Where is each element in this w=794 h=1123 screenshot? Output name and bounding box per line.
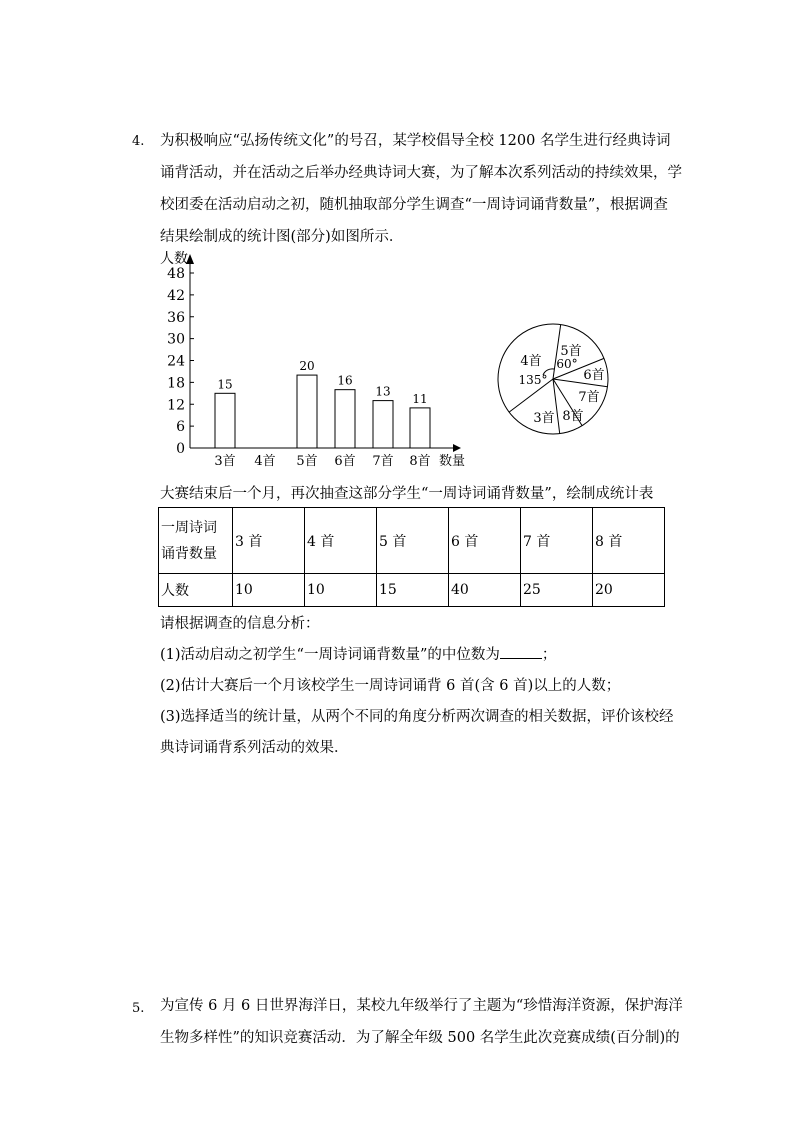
x-tick-label: 3首	[214, 454, 236, 469]
table-cell: 8 首	[593, 508, 665, 574]
x-tick-label: 7首	[372, 454, 394, 469]
sub-question-3-line: 典诗词诵背系列活动的效果．	[160, 740, 349, 756]
x-tick-label: 8首	[409, 454, 431, 469]
y-tick-label: 24	[167, 353, 185, 370]
x-axis-label: 数量	[439, 454, 466, 469]
after-chart-text: 大赛结束后一个月，再次抽查这部分学生“一周诗词诵背数量”，绘制成统计表	[160, 486, 654, 502]
prompt-text: 请根据调查的信息分析：	[160, 616, 320, 632]
pie-label: 7首	[578, 390, 600, 405]
table-cell: 25	[521, 574, 593, 607]
question-5-stem	[160, 990, 683, 1054]
table-cell: 15	[377, 574, 449, 607]
header-line: 诵背数量	[161, 545, 217, 562]
table-header-cell	[159, 508, 233, 574]
sub-question-1-text: (1)活动启动之初学生“一周诗词诵背数量”的中位数为	[160, 647, 500, 663]
question-5-number: 5.	[132, 1001, 145, 1016]
sub-question-1-end: ；	[541, 647, 557, 663]
y-tick-label: 48	[167, 266, 185, 282]
angle-label: 60°	[556, 357, 578, 371]
x-tick-label: 4首	[254, 454, 276, 469]
stem-line: 为积极响应“弘扬传统文化”的号召，某学校倡导全校 1200 名学生进行经典诗词	[160, 133, 671, 149]
sub-question-3-line: (3)选择适当的统计量，从两个不同的角度分析两次调查的相关数据，评价该校经	[160, 709, 674, 725]
bar-value-label: 15	[217, 377, 233, 392]
stem-line: 结果绘制成的统计图(部分)如图所示．	[160, 229, 404, 245]
y-tick-label: 18	[167, 375, 185, 392]
table-cell: 10	[305, 574, 377, 607]
bar	[215, 393, 235, 448]
y-axis-label: 人数	[160, 251, 188, 267]
bar	[297, 375, 317, 448]
table-cell: 40	[449, 574, 521, 607]
stem-line: 为宣传 6 月 6 日世界海洋日，某校九年级举行了主题为“珍惜海洋资源，保护海洋	[160, 998, 683, 1014]
sub-question-2: (2)估计大赛后一个月该校学生一周诗词诵背 6 首(含 6 首)以上的人数；	[160, 678, 621, 694]
x-tick-label: 6首	[334, 454, 356, 469]
bar-value-label: 16	[337, 373, 353, 388]
pie-label: 5首	[560, 344, 582, 359]
pie-label: 6首	[583, 368, 605, 383]
stem-line: 诵背活动，并在活动之后举办经典诗词大赛，为了解本次系列活动的持续效果，学	[160, 165, 682, 181]
bar-value-label: 11	[412, 391, 428, 406]
y-tick-label: 36	[167, 309, 185, 326]
table-header-cell: 人数	[159, 574, 233, 607]
table-row	[159, 508, 665, 574]
y-tick-label: 6	[176, 419, 185, 436]
pie-chart	[495, 320, 615, 440]
pie-label: 3首	[533, 411, 555, 426]
bar	[410, 408, 430, 448]
bar	[373, 401, 393, 448]
x-tick-label: 5首	[296, 454, 318, 469]
stem-line: 校团委在活动启动之初，随机抽取部分学生调查“一周诗词诵背数量”，根据调查	[160, 197, 668, 213]
question-4-stem	[160, 125, 682, 253]
table-cell: 4 首	[305, 508, 377, 574]
table-row	[159, 574, 665, 607]
angle-label: 135°	[518, 373, 548, 387]
table-cell: 7 首	[521, 508, 593, 574]
sub-question-1	[160, 640, 665, 671]
sub-questions	[160, 609, 674, 764]
y-tick-label: 0	[176, 441, 185, 457]
table-cell: 5 首	[377, 508, 449, 574]
x-axis-arrow	[453, 444, 461, 452]
table-cell: 3 首	[233, 508, 305, 574]
bar-chart	[150, 248, 480, 473]
bar-value-label: 13	[375, 384, 391, 399]
question-4-number: 4.	[132, 134, 145, 149]
bar	[335, 390, 355, 448]
table-cell: 10	[233, 574, 305, 607]
pie-label: 4首	[520, 354, 542, 369]
stem-line: 生物多样性”的知识竞赛活动．为了解全年级 500 名学生此次竞赛成绩(百分制)的	[160, 1030, 680, 1046]
y-tick-label: 12	[167, 397, 185, 414]
table-cell: 6 首	[449, 508, 521, 574]
bar-value-label: 20	[299, 359, 315, 374]
y-tick-label: 30	[167, 331, 185, 348]
header-line: 一周诗词	[161, 519, 217, 536]
table-cell: 20	[593, 574, 665, 607]
y-tick-label: 42	[167, 287, 185, 304]
answer-blank[interactable]	[500, 644, 542, 659]
pie-label: 8首	[562, 409, 584, 424]
stat-table	[158, 507, 665, 607]
